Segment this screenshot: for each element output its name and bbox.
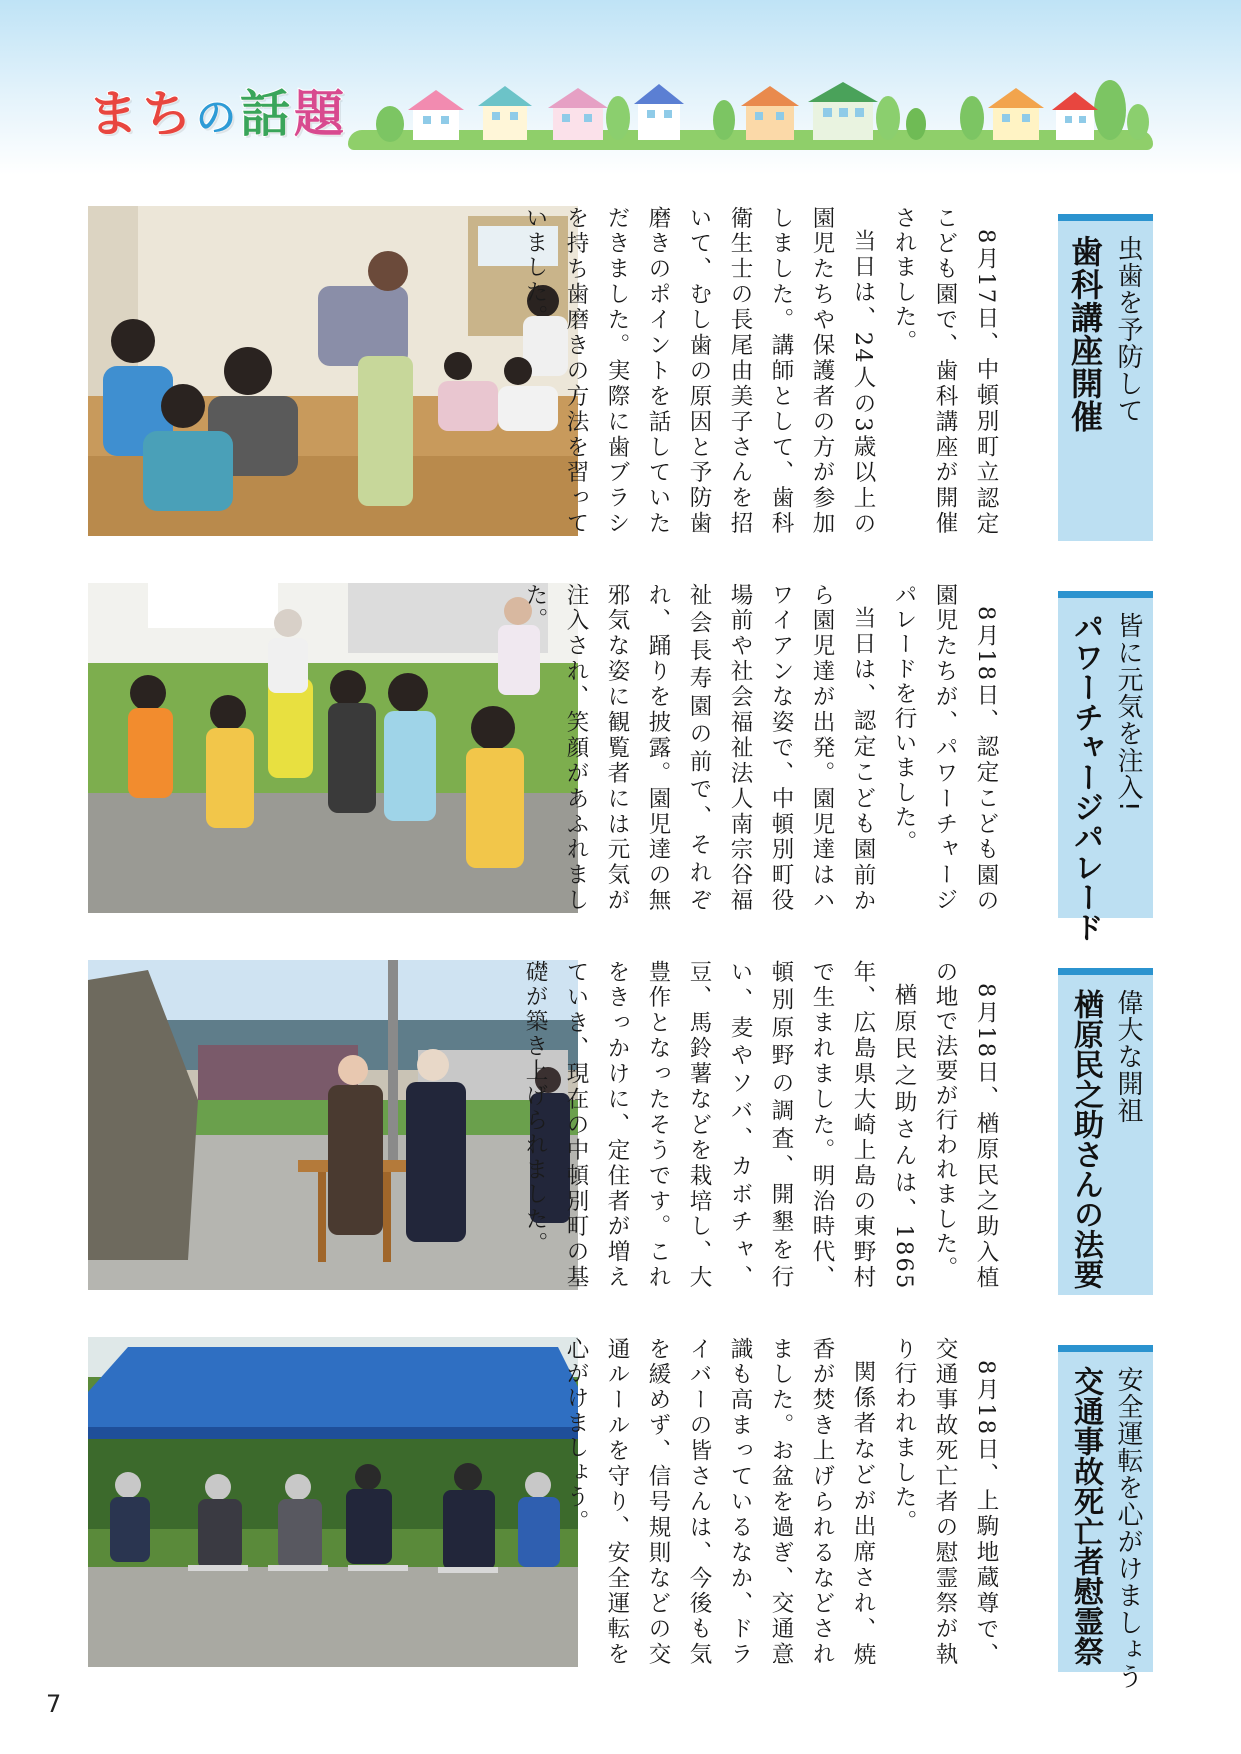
article-title: 交通事故死亡者慰霊祭 — [1068, 1366, 1103, 1666]
article-body — [563, 1337, 1006, 1667]
title-char: ま — [88, 85, 142, 143]
house-icon — [408, 90, 464, 140]
house-icon — [548, 88, 608, 140]
article-memorial-service — [88, 960, 1153, 1290]
article-paragraph: 当日は、24人の3歳以上の園児たちや保護者の方が参加しました。講師として、歯科衛生士の長尾由美子さんを招いて、むし歯の原因と予防歯磨きのポイントを話していただきました。実際に歯ブラシを持ち歯磨きの方法を習っていました。 — [522, 206, 876, 536]
article-subtitle: 安全運転を心がけましょう — [1113, 1366, 1143, 1690]
article-paragraph: 8月18日、上駒地蔵尊で、交通事故死亡者の慰霊祭が執り行われました。 — [891, 1337, 999, 1667]
article-body — [522, 583, 1006, 913]
photo-dental-lecture — [88, 206, 578, 536]
house-icon — [634, 84, 684, 140]
article-heading — [1058, 591, 1153, 942]
article-traffic-memorial — [88, 1337, 1153, 1690]
house-icon — [808, 82, 878, 140]
article-subtitle: 皆に元気を注入! — [1113, 612, 1143, 813]
article-paragraph: 楢原民之助さんは、1865年、広島県大崎上島の東野村で生まれました。明治時代、頓別原野の調査、開墾を行い、麦やソバ、カボチャ、豆、馬鈴薯などを栽培し、大豊作となったそうです。これをきっかけに、定住者が増えていき、現在の中頓別町の基礎が築き上げられました。 — [522, 960, 917, 1290]
article-title: パワーチャージパレード — [1068, 612, 1103, 942]
house-icon — [478, 86, 532, 140]
page-header — [88, 78, 1153, 158]
town-illustration — [368, 78, 1153, 150]
photo-memorial-service — [88, 960, 578, 1290]
article-dental-lecture — [88, 206, 1153, 536]
title-char: の — [196, 95, 240, 141]
article-title: 楢原民之助さんの法要 — [1068, 989, 1103, 1289]
page-number: 7 — [46, 1690, 62, 1718]
section-title — [88, 84, 348, 148]
photo-traffic-memorial — [88, 1337, 578, 1667]
article-paragraph: 関係者などが出席され、焼香が焚き上げられるなどされました。お盆を過ぎ、交通意識も高まっているなか、ドライバーの皆さんは、今後も気を緩めず、信号規則などの交通ルールを守り、安全運転を心がけましょう。 — [563, 1337, 876, 1667]
article-subtitle: 偉大な開祖 — [1113, 989, 1143, 1124]
article-paragraph: 8月18日、認定こども園の園児たちが、パワーチャージパレードを行いました。 — [891, 583, 999, 913]
article-power-charge-parade — [88, 583, 1153, 942]
house-icon — [988, 88, 1044, 140]
article-title: 歯科講座開催 — [1066, 235, 1104, 433]
article-subtitle: 虫歯を予防して — [1113, 235, 1143, 424]
title-char: 題 — [294, 85, 348, 143]
title-char: 話 — [240, 85, 294, 143]
article-body — [522, 206, 1006, 536]
photo-parade — [88, 583, 578, 913]
article-heading — [1058, 1345, 1153, 1690]
article-heading — [1058, 968, 1153, 1295]
house-icon — [741, 86, 799, 140]
article-paragraph: 8月18日、楢原民之助入植の地で法要が行われました。 — [932, 960, 999, 1290]
title-char: ち — [142, 85, 196, 143]
house-icon — [1052, 92, 1098, 140]
article-body — [522, 960, 1006, 1290]
article-paragraph: 8月17日、中頓別町立認定こども園で、歯科講座が開催されました。 — [891, 206, 999, 536]
article-paragraph: 当日は、認定こども園前から園児達が出発。園児達はハワイアンな姿で、中頓別町役場前や社会福祉法人南宗谷福祉会長寿園の前で、それぞれ、踊りを披露。園児達の無邪気な姿に観覧者には元気が注入され、笑顔があふれました。 — [522, 583, 876, 913]
article-heading — [1058, 214, 1153, 541]
